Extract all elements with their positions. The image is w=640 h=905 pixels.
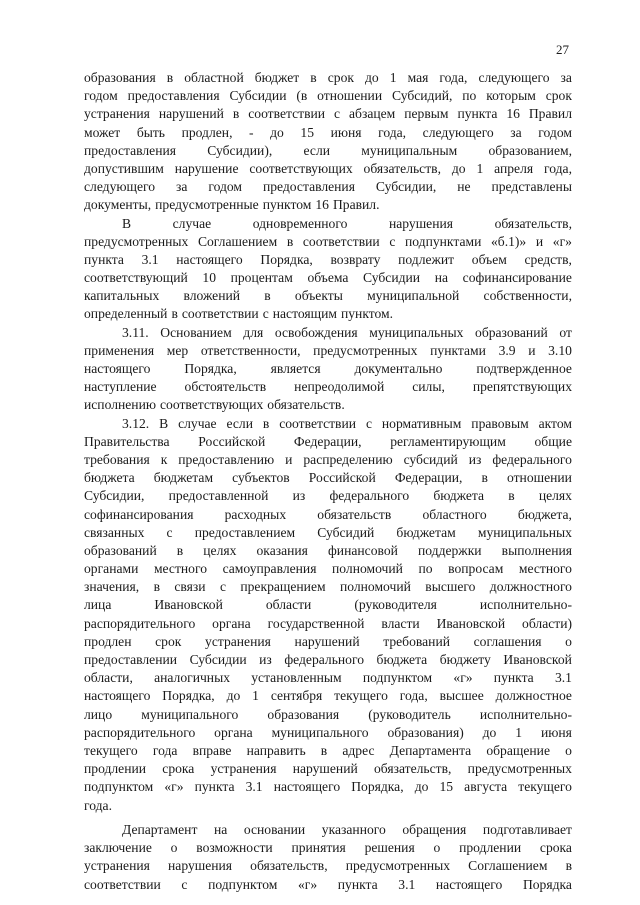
text-line: связанных с предоставлением Субсидий бюджетам муниципальных	[84, 524, 572, 540]
text-line: пункта 3.1 настоящего Порядка, возврату подлежит объем средств,	[84, 251, 572, 267]
text-line: документы, предусмотренные пунктом 16 Правил.	[84, 197, 380, 213]
text-line: может быть продлен, - до 15 июня года, следующего за годом	[84, 124, 572, 140]
text-line: требования к предоставлению и распределению субсидий из федерального	[84, 451, 572, 467]
text-line: софинансирования расходных обязательств областного бюджета,	[84, 506, 572, 522]
text-line: настоящего Порядка, до 1 сентября текущего года, высшее должностное	[84, 688, 572, 704]
text-line: применения мер ответственности, предусмотренных пунктами 3.9 и 3.10	[84, 342, 572, 358]
text-line: Субсидии, предоставленной из федерального бюджета в целях	[84, 488, 572, 504]
text-line: устранения нарушения обязательств, предусмотренных Соглашением в	[84, 858, 572, 874]
text-line: образований в целях оказания финансовой поддержки выполнения	[84, 542, 572, 558]
text-line: определенный в соответствии с настоящим пунктом.	[84, 306, 394, 322]
text-line: области, аналогичных установленным подпунктом «г» пункта 3.1	[84, 670, 572, 686]
text-line: устранения нарушений в соответствии с абзацем первым пункта 16 Правил	[84, 106, 572, 122]
text-line: подпунктом «г» пункта 3.1 настоящего Порядка, до 15 августа текущего	[84, 779, 572, 795]
text-line: образования в областной бюджет в срок до 1 мая года, следующего за	[84, 70, 572, 85]
text-line: соответствии с подпунктом «г» пункта 3.1 настоящего Порядка	[84, 876, 572, 892]
text-line: значения, в связи с прекращением полномочий высшего должностного	[84, 579, 572, 595]
text-line: распорядительного органа муниципального образования) до 1 июня	[84, 724, 572, 740]
text-line: настоящего Порядка, является документально подтвержденное	[84, 361, 572, 376]
text-line: предоставлении Субсидии из федерального бюджета бюджету Ивановской	[84, 652, 572, 667]
text-line: лицо муниципального образования (руководитель исполнительно-	[84, 706, 572, 722]
text-line: Департамент на основании указанного обращения подготавливает	[122, 822, 572, 837]
text-line: Правительства Российской Федерации, регламентирующим общие	[84, 433, 572, 449]
text-line: продлении срока устранения нарушений обязательств, предусмотренных	[84, 761, 572, 777]
text-block	[84, 821, 572, 894]
text-line: годом предоставления Субсидии (в отношении Субсидий, по которым срок	[84, 88, 572, 104]
text-line: предоставления Субсидии), если муниципальным образованием,	[84, 142, 572, 158]
text-line: органами местного самоуправления полномочий по вопросам местного	[84, 561, 572, 577]
page-number: 27	[556, 42, 569, 57]
text-line: распорядительного органа государственной власти Ивановской области)	[84, 615, 572, 631]
text-line: соответствующий 10 процентам объема Субсидии на софинансирование	[84, 270, 572, 286]
text-line: лица Ивановской области (руководителя исполнительно-	[84, 597, 572, 613]
text-line: наступление обстоятельств непреодолимой силы, препятствующих	[84, 379, 572, 395]
text-line: текущего года вправе направить в адрес Департамента обращение о	[84, 742, 572, 758]
text-block	[84, 69, 572, 815]
text-line: 3.11. Основанием для освобождения муниципальных образований от	[122, 324, 572, 340]
text-line: предусмотренных Соглашением в соответствии с подпунктами «б.1)» и «г»	[84, 233, 572, 249]
text-line: 3.12. В случае если в соответствии с нормативным правовым актом	[122, 415, 572, 431]
text-line: года.	[84, 797, 112, 813]
text-line: допустившим нарушение соответствующих обязательств, до 1 апреля года,	[84, 160, 572, 176]
text-line: бюджета бюджетам субъектов Российской Федерации, в отношении	[84, 470, 572, 486]
text-line: заключение о возможности принятия решения о продлении срока	[84, 840, 572, 856]
text-line: капитальных вложений в объекты муниципальной собственности,	[84, 288, 572, 304]
text-line: исполнению соответствующих обязательств.	[84, 397, 345, 413]
text-line: следующего за годом предоставления Субсидии, не представлены	[84, 179, 572, 195]
text-line: В случае одновременного нарушения обязательств,	[122, 215, 572, 231]
text-line: продлен срок устранения нарушений требований соглашения о	[84, 633, 572, 649]
